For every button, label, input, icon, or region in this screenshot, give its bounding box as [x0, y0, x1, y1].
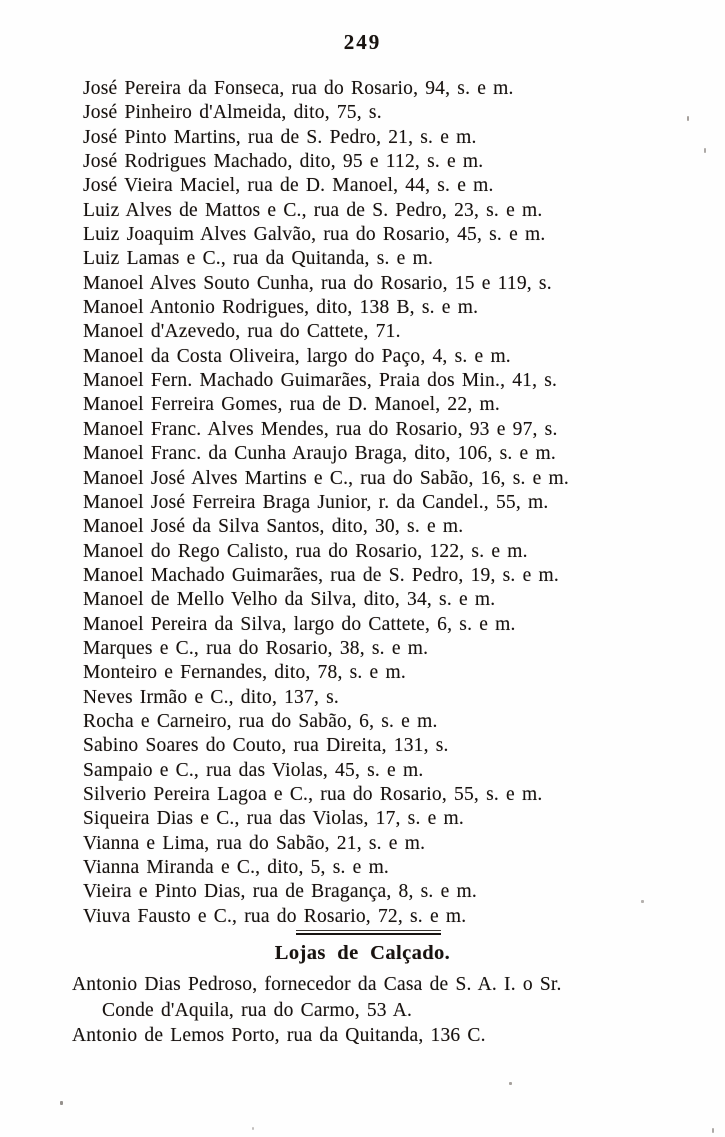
list-item: Luiz Lamas e C., rua da Quitanda, s. e m.: [83, 248, 434, 270]
list-item: Manoel de Mello Velho da Silva, dito, 34, s. e m.: [83, 589, 496, 611]
list-item: Manoel Ferreira Gomes, rua de D. Manoel, 22, m.: [83, 394, 500, 416]
list-item: Luiz Joaquim Alves Galvão, rua do Rosario, 45, s. e m.: [83, 224, 546, 246]
scan-speck: [509, 1082, 512, 1085]
scan-speck: [641, 900, 644, 903]
list-item: Neves Irmão e C., dito, 137, s.: [83, 686, 339, 708]
list-item: Antonio de Lemos Porto, rua da Quitanda, 136 C.: [72, 1025, 486, 1047]
list-item: Luiz Alves de Mattos e C., rua de S. Pedro, 23, s. e m.: [83, 199, 543, 221]
list-item: Manoel d'Azevedo, rua do Cattete, 71.: [83, 321, 401, 343]
page-number: 249: [343, 30, 382, 54]
list-item: Monteiro e Fernandes, dito, 78, s. e m.: [83, 662, 406, 684]
list-item: Vieira e Pinto Dias, rua de Bragança, 8, s. e m.: [83, 881, 477, 903]
scan-speck: [712, 1128, 714, 1133]
list-item: Manoel José Ferreira Braga Junior, r. da Candel., 55, m.: [83, 491, 549, 513]
list-item: Siqueira Dias e C., rua das Violas, 17, s. e m.: [83, 808, 464, 830]
list-item: Viuva Fausto e C., rua do Rosario, 72, s. e m.: [83, 905, 467, 927]
list-item: Vianna e Lima, rua do Sabão, 21, s. e m.: [83, 832, 426, 854]
list-item: Sampaio e C., rua das Violas, 45, s. e m.: [83, 759, 424, 781]
list-item: José Vieira Maciel, rua de D. Manoel, 44, s. e m.: [83, 175, 494, 197]
scan-speck: [687, 116, 689, 121]
list-item: Manoel Antonio Rodrigues, dito, 138 B, s. e m.: [83, 297, 479, 319]
list-item: José Pereira da Fonseca, rua do Rosario, 94, s. e m.: [83, 78, 514, 99]
list-item: Manoel Fern. Machado Guimarães, Praia dos Min., 41, s.: [83, 370, 558, 392]
list-item: Sabino Soares do Couto, rua Direita, 131, s.: [83, 735, 449, 757]
list-item: Manoel Pereira da Silva, largo do Cattete, 6, s. e m.: [83, 613, 516, 635]
list-item: Manoel José da Silva Santos, dito, 30, s. e m.: [83, 516, 464, 538]
shoe-section-list: [72, 972, 695, 1049]
scan-speck: [252, 1127, 254, 1130]
list-item: Manoel do Rego Calisto, rua do Rosario, 122, s. e m.: [83, 540, 528, 562]
list-item: Manoel da Costa Oliveira, largo do Paço, 4, s. e m.: [83, 345, 511, 367]
list-item: José Pinto Martins, rua de S. Pedro, 21, s. e m.: [83, 126, 477, 148]
list-item: Manoel José Alves Martins e C., rua do Sabão, 16, s. e m.: [83, 467, 570, 489]
list-item: Rocha e Carneiro, rua do Sabão, 6, s. e m.: [83, 710, 438, 732]
list-item: José Pinheiro d'Almeida, dito, 75, s.: [83, 102, 382, 124]
scan-speck: [704, 148, 706, 153]
list-item: Manoel Machado Guimarães, rua de S. Pedro, 19, s. e m.: [83, 564, 559, 586]
list-item: Antonio Dias Pedroso, fornecedor da Casa de S. A. I. o Sr.: [72, 974, 562, 995]
list-item: Vianna Miranda e C., dito, 5, s. e m.: [83, 857, 390, 878]
list-item: Manoel Alves Souto Cunha, rua do Rosario, 15 e 119, s.: [83, 272, 552, 294]
list-item: Manoel Franc. da Cunha Araujo Braga, dito, 106, s. e m.: [83, 443, 556, 465]
list-item: José Rodrigues Machado, dito, 95 e 112, s. e m.: [83, 151, 484, 173]
section-heading: Lojas de Calçado.: [274, 942, 451, 964]
list-item: Marques e C., rua do Rosario, 38, s. e m.: [83, 637, 429, 659]
section-divider: [296, 930, 441, 935]
list-item: Silverio Pereira Lagoa e C., rua do Rosario, 55, s. e m.: [83, 783, 543, 805]
list-item: Manoel Franc. Alves Mendes, rua do Rosario, 93 e 97, s.: [83, 418, 558, 440]
directory-list: [83, 77, 695, 929]
list-item: Conde d'Aquila, rua do Carmo, 53 A.: [102, 999, 413, 1021]
scan-speck: [60, 1101, 63, 1105]
